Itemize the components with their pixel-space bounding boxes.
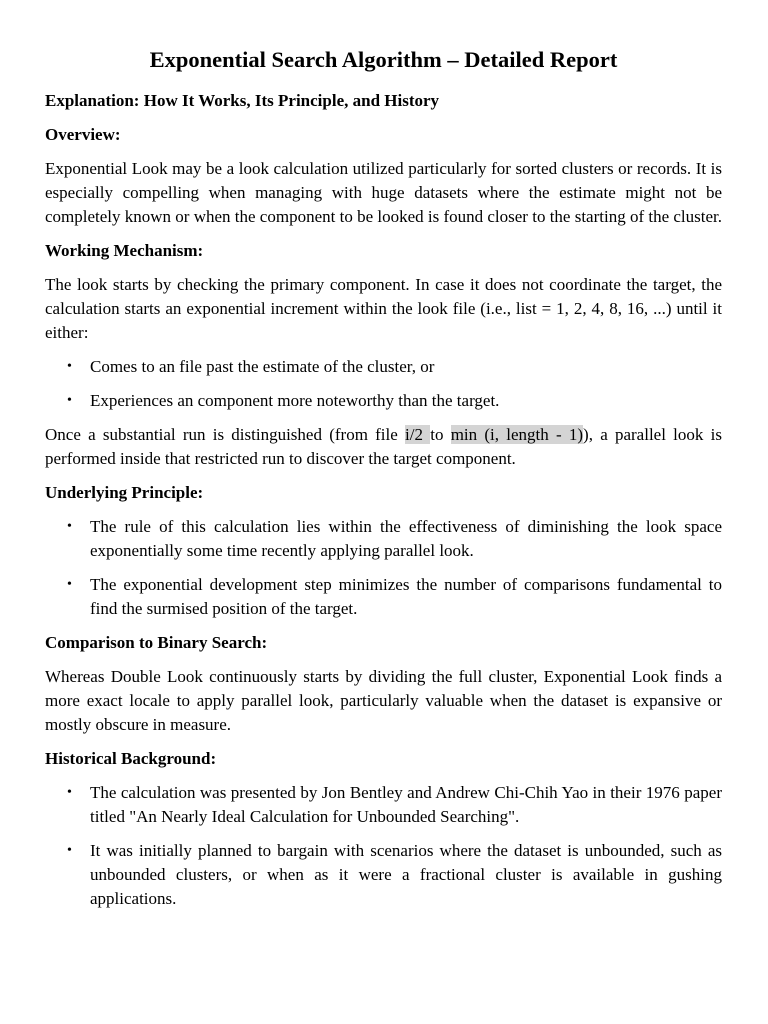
working-list — [45, 355, 722, 413]
subtitle: Explanation: How It Works, Its Principle, and History — [45, 91, 440, 110]
highlight-upper-bound: min (i, length - 1) — [450, 425, 584, 444]
highlight-lower-bound: i/2 — [405, 425, 431, 444]
overview-paragraph: Exponential Look may be a look calculation utilized particularly for sorted clusters or records. It is especially compelling when managing with huge datasets where the estimate might not be completely known or when the component to be looked is found closer to the starting of the cluster. — [45, 159, 723, 226]
list-item: • Experiences an component more noteworthy than the target. — [90, 389, 722, 413]
working-heading: Working Mechanism: — [45, 241, 204, 260]
working-paragraph: The look starts by checking the primary component. In case it does not coordinate the target, the calculation starts an exponential increment within the look file (i.e., list = 1, 2, 4, 8, 16, ...) until it either: — [45, 275, 722, 342]
range-prefix: Once a substantial run is distinguished (from file — [45, 425, 406, 444]
history-list — [45, 781, 722, 911]
document-title: Exponential Search Algorithm – Detailed Report — [149, 47, 618, 72]
list-item: • It was initially planned to bargain with scenarios where the dataset is unbounded, such as unbounded clusters, or when as it were a fractional cluster is available in gushing applications. — [90, 839, 722, 911]
range-suffix: ), a parallel look is performed inside that restricted run to discover the target component. — [45, 425, 722, 468]
comparison-heading: Comparison to Binary Search: — [45, 633, 268, 652]
list-item: • The calculation was presented by Jon Bentley and Andrew Chi-Chih Yao in their 1976 paper titled "An Nearly Ideal Calculation for Unbounded Searching". — [90, 781, 722, 829]
list-item: • Comes to an file past the estimate of the cluster, or — [90, 355, 722, 379]
list-item: • The rule of this calculation lies within the effectiveness of diminishing the look space exponentially some time recently applying parallel look. — [90, 515, 722, 563]
range-paragraph — [45, 423, 722, 471]
comparison-paragraph: Whereas Double Look continuously starts by dividing the full cluster, Exponential Look finds a more exact locale to apply parallel look, particularly valuable when the dataset is expansive or mostly obscure in measure. — [45, 667, 722, 734]
history-heading: Historical Background: — [45, 749, 217, 768]
range-mid: to — [430, 425, 451, 444]
overview-heading: Overview: — [45, 125, 121, 144]
list-item: • The exponential development step minimizes the number of comparisons fundamental to find the surmised position of the target. — [90, 573, 722, 621]
principle-list — [45, 515, 722, 621]
principle-heading: Underlying Principle: — [45, 483, 204, 502]
